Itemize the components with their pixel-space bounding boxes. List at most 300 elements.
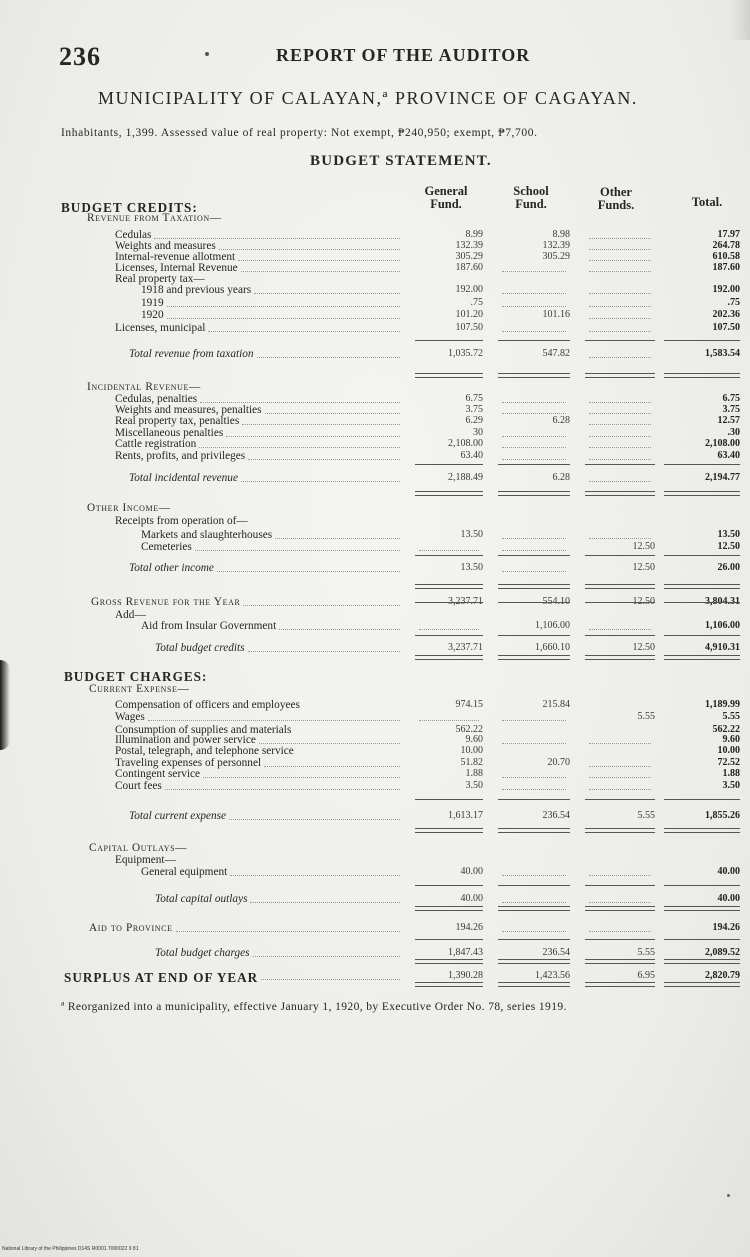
table-row [0,450,750,462]
row-label [115,745,294,757]
table-row [0,200,750,215]
label-dot-leader [154,238,400,239]
row-label [141,529,272,541]
cell-total: 192.00 [712,284,740,295]
row-label-text: Total budget credits [155,642,245,654]
cell-general: 3,237.71 [448,642,483,653]
column-header-school-fund: School Fund. [513,184,549,211]
empty-cell-leader [502,402,566,403]
total-rule [664,799,740,800]
row-label [141,866,227,878]
table-row [0,541,750,553]
cell-general: 2,188.49 [448,472,483,483]
label-dot-leader [167,318,400,319]
double-rule [498,906,570,911]
double-rule [498,491,570,496]
table-row [0,502,750,514]
row-label [141,309,164,321]
table-row [0,212,750,224]
cell-general: 3.50 [465,780,483,791]
cell-total: 1,855.26 [705,810,740,821]
row-label [129,348,254,360]
label-dot-leader [259,743,400,744]
row-label-text: Weights and measures, penalties [115,404,262,416]
table-row [0,381,750,393]
total-rule [585,885,655,886]
budget-statement-title: BUDGET STATEMENT. [310,153,492,169]
cell-total: .30 [727,427,740,438]
cell-school: 215.84 [542,699,570,710]
empty-cell-leader [419,720,479,721]
label-dot-leader [208,331,400,332]
row-label-text: Wages [115,711,145,723]
row-label-text: Total incidental revenue [129,472,238,484]
table-row [0,438,750,450]
total-rule [585,602,655,603]
empty-cell-leader [502,293,566,294]
cell-total: 264.78 [712,240,740,251]
row-label-text: Total capital outlays [155,893,248,905]
cell-total: 12.57 [717,415,740,426]
row-label-text: Licenses, municipal [115,322,206,334]
row-label-text: Real property tax, penalties [115,415,240,427]
cell-other: 5.55 [637,711,655,722]
cell-total: 72.52 [717,757,740,768]
double-rule [664,982,740,987]
row-label-text: Receipts from operation of— [115,515,248,527]
total-rule [415,635,483,636]
row-label [115,415,239,427]
empty-cell-leader [502,550,566,551]
cell-general: 194.26 [455,922,483,933]
total-rule [415,464,483,465]
label-dot-leader [248,459,400,460]
cell-school: 8.98 [552,229,570,240]
cell-total: 9.60 [722,734,740,745]
double-rule [585,491,655,496]
page-number: 236 [59,42,101,71]
empty-cell-leader [589,447,651,448]
cell-general: 10.00 [460,745,483,756]
row-label-text: Total budget charges [155,947,250,959]
label-dot-leader [253,956,400,957]
municipality-title: MUNICIPALITY OF CALAYAN,ª PROVINCE OF CAGAYAN. [98,88,638,108]
double-rule [498,373,570,378]
table-row [0,842,750,854]
row-label-text: Illumination and power service [115,734,256,746]
double-rule [664,828,740,833]
cell-total: 107.50 [712,322,740,333]
cell-general: 63.40 [460,450,483,461]
row-label-text: Revenue from Taxation— [87,212,222,224]
double-rule [585,655,655,660]
label-dot-leader [261,979,400,980]
cell-other: 12.50 [632,562,655,573]
paper-speck [727,1194,730,1197]
cell-total: 26.00 [717,562,740,573]
double-rule [664,373,740,378]
cell-total: 562.22 [712,724,740,735]
label-dot-leader [229,819,400,820]
table-total-row [0,947,750,959]
row-label-text: Gross Revenue for the Year [91,596,241,608]
empty-cell-leader [589,875,651,876]
row-label [89,683,189,695]
row-label-text: Current Expense— [89,683,190,695]
row-label-text: Consumption of supplies and materials [115,724,292,736]
row-label [155,893,247,905]
label-dot-leader [217,571,400,572]
row-label-text: Cemeteries [141,541,192,553]
cell-school: 101.16 [542,309,570,320]
empty-cell-leader [589,331,651,332]
double-rule [498,655,570,660]
cell-total: 1,189.99 [705,699,740,710]
double-rule [585,828,655,833]
cell-general: 51.82 [460,757,483,768]
empty-cell-leader [502,447,566,448]
table-row [0,669,750,684]
row-label [64,970,258,986]
empty-cell-leader [589,271,651,272]
cell-other: 6.95 [637,970,655,981]
empty-cell-leader [502,271,566,272]
cell-total: 187.60 [712,262,740,273]
total-rule [585,340,655,341]
cell-total: 202.36 [712,309,740,320]
label-dot-leader [219,249,400,250]
total-rule [664,464,740,465]
row-label [115,780,162,792]
table-row [0,711,750,723]
row-label [141,541,192,553]
label-dot-leader [165,789,400,790]
page-corner-shadow [730,0,750,40]
row-label-text: Cedulas, penalties [115,393,198,405]
table-total-row [0,472,750,484]
cell-total: 2,108.00 [705,438,740,449]
inhabitants-line: Inhabitants, 1,399. Assessed value of real property: Not exempt, ₱240,950; exempt, ₱7,700. [61,127,538,139]
cell-general: 1,390.28 [448,970,483,981]
row-label [155,642,245,654]
cell-general: 40.00 [460,893,483,904]
cell-general: 2,108.00 [448,438,483,449]
cell-general: 1,035.72 [448,348,483,359]
empty-cell-leader [502,306,566,307]
empty-cell-leader [502,789,566,790]
table-total-row [0,893,750,905]
empty-cell-leader [502,743,566,744]
cell-total: 1,583.54 [705,348,740,359]
label-dot-leader [264,766,400,767]
cell-total: 10.00 [717,745,740,756]
cell-school: 132.39 [542,240,570,251]
row-label-text: General equipment [141,866,228,878]
table-row [0,683,750,695]
empty-cell-leader [589,413,651,414]
row-label [155,947,250,959]
cell-total: .75 [727,297,740,308]
total-rule [415,885,483,886]
column-header-total: Total. [691,195,723,209]
cell-school: 20.70 [547,757,570,768]
double-rule [415,828,483,833]
row-label-text: 1918 and previous years [141,284,252,296]
cell-general: 305.29 [455,251,483,262]
total-rule [664,340,740,341]
row-label-text: Total other income [129,562,214,574]
cell-school: 1,423.56 [535,970,570,981]
total-rule [664,635,740,636]
header-dot [205,52,209,56]
double-rule [415,655,483,660]
empty-cell-leader [502,720,566,721]
empty-cell-leader [502,436,566,437]
row-label-text: Real property tax— [115,273,205,285]
empty-cell-leader [502,459,566,460]
row-label-text: Compensation of officers and employees [115,699,300,711]
cell-total: 610.58 [712,251,740,262]
row-label [89,842,187,854]
empty-cell-leader [589,424,651,425]
cell-school: 1,106.00 [535,620,570,631]
total-rule [498,885,570,886]
empty-cell-leader [589,318,651,319]
double-rule [415,373,483,378]
cell-total: 40.00 [717,866,740,877]
row-label [141,284,251,296]
row-label [115,450,245,462]
label-dot-leader [279,629,400,630]
label-dot-leader [238,260,400,261]
label-dot-leader [257,357,400,358]
cell-school: 236.54 [542,810,570,821]
label-dot-leader [226,436,400,437]
empty-cell-leader [589,931,651,932]
double-rule [664,491,740,496]
total-rule [585,799,655,800]
empty-cell-leader [419,629,479,630]
total-rule [498,799,570,800]
double-rule [585,959,655,964]
row-label-text: 1920 [141,309,164,321]
row-label [91,596,240,608]
empty-cell-leader [589,249,651,250]
cell-general: 9.60 [465,734,483,745]
table-row [0,284,750,296]
row-label [141,297,164,309]
row-label [115,699,300,711]
table-row [0,415,750,427]
cell-general: 6.75 [465,393,483,404]
row-label-text: Cattle registration [115,438,197,450]
row-label [115,322,205,334]
empty-cell-leader [502,931,566,932]
cell-general: 132.39 [455,240,483,251]
running-head: REPORT OF THE AUDITOR [276,45,531,65]
row-label-text: Other Income— [87,502,171,514]
cell-school: 6.28 [552,415,570,426]
table-total-row [0,810,750,822]
cell-total: 3.75 [722,404,740,415]
table-row [0,854,750,866]
empty-cell-leader [589,402,651,403]
label-dot-leader [241,271,400,272]
double-rule [415,584,483,589]
double-rule [498,584,570,589]
row-label-text: Total current expense [129,810,227,822]
cell-total: 63.40 [717,450,740,461]
double-rule [664,584,740,589]
cell-general: 1,847.43 [448,947,483,958]
row-label-text: Miscellaneous penalties [115,427,224,439]
cell-general: 101.20 [455,309,483,320]
row-label [115,711,145,723]
label-dot-leader [176,931,400,932]
total-rule [498,939,570,940]
cell-general: 562.22 [455,724,483,735]
label-dot-leader [167,306,400,307]
row-label-text: Weights and measures [115,240,216,252]
row-label [115,515,248,527]
double-rule [585,982,655,987]
empty-cell-leader [589,789,651,790]
cell-general: 8.99 [465,229,483,240]
cell-general: 30 [473,427,483,438]
total-rule [498,555,570,556]
empty-cell-leader [589,766,651,767]
total-rule [498,464,570,465]
row-label [141,620,276,632]
cell-other: 12.50 [632,541,655,552]
empty-cell-leader [589,306,651,307]
cell-total: 6.75 [722,393,740,404]
row-label-text: Cedulas [115,229,152,241]
cell-total: 2,089.52 [705,947,740,958]
label-dot-leader [230,875,400,876]
row-label-text: BUDGET CREDITS: [61,200,198,215]
table-row [0,529,750,541]
cell-general: 1.88 [465,768,483,779]
cell-general: 6.29 [465,415,483,426]
label-dot-leader [250,902,400,903]
double-rule [498,959,570,964]
label-dot-leader [243,605,400,606]
empty-cell-leader [589,777,651,778]
row-label-text: Rents, profits, and privileges [115,450,246,462]
cell-total: 17.97 [717,229,740,240]
cell-school: 305.29 [542,251,570,262]
row-label [87,502,171,514]
label-dot-leader [200,402,400,403]
total-rule [415,799,483,800]
double-rule [498,828,570,833]
empty-cell-leader [589,238,651,239]
cell-other: 5.55 [637,947,655,958]
row-label-text: Total revenue from taxation [129,348,254,360]
cell-school: 547.82 [542,348,570,359]
label-dot-leader [248,651,400,652]
column-header-other-funds: Other Funds. [597,185,635,212]
empty-cell-leader [502,538,566,539]
cell-total: 3.50 [722,780,740,791]
double-rule [415,906,483,911]
double-rule [664,906,740,911]
empty-cell-leader [589,260,651,261]
row-label-text: Incidental Revenue— [87,381,201,393]
label-dot-leader [195,550,400,551]
cell-general: 187.60 [455,262,483,273]
total-rule [664,939,740,940]
row-label [115,768,200,780]
total-rule [415,555,483,556]
empty-cell-leader [589,629,651,630]
row-label-text: Postal, telegraph, and telephone service [115,745,294,757]
row-label-text: Markets and slaughterhouses [141,529,273,541]
table-total-row [0,562,750,574]
row-label [115,438,196,450]
double-rule [415,982,483,987]
label-dot-leader [241,481,400,482]
label-dot-leader [203,777,400,778]
table-row [0,745,750,757]
cell-other: 12.50 [632,642,655,653]
total-rule [415,340,483,341]
cell-total: 40.00 [717,893,740,904]
table-row [0,780,750,792]
double-rule [415,491,483,496]
empty-cell-leader [589,293,651,294]
row-label [129,810,226,822]
label-dot-leader [148,720,400,721]
cell-total: 4,910.31 [705,642,740,653]
double-rule [664,655,740,660]
total-rule [585,464,655,465]
double-rule [585,373,655,378]
cell-school: 1,660.10 [535,642,570,653]
empty-cell-leader [589,743,651,744]
total-rule [585,555,655,556]
row-label-text: Aid to Province [89,922,173,934]
table-row [0,322,750,334]
label-dot-leader [242,424,400,425]
empty-cell-leader [589,902,651,903]
cell-general: 974.15 [455,699,483,710]
total-rule [585,635,655,636]
table-row [0,515,750,527]
empty-cell-leader [589,459,651,460]
empty-cell-leader [502,571,566,572]
empty-cell-leader [502,413,566,414]
cell-school: 236.54 [542,947,570,958]
row-label-text: SURPLUS AT END OF YEAR [64,970,259,985]
cell-general: 1,613.17 [448,810,483,821]
row-label-text: Equipment— [115,854,176,866]
table-row [0,922,750,934]
double-rule [585,584,655,589]
cell-general: 192.00 [455,284,483,295]
empty-cell-leader [589,538,651,539]
empty-cell-leader [589,357,651,358]
row-label [87,212,222,224]
label-dot-leader [275,538,400,539]
cell-general: 40.00 [460,866,483,877]
total-rule [585,939,655,940]
empty-cell-leader [589,481,651,482]
total-rule [415,939,483,940]
cell-total: 5.55 [722,711,740,722]
cell-other: 5.55 [637,810,655,821]
